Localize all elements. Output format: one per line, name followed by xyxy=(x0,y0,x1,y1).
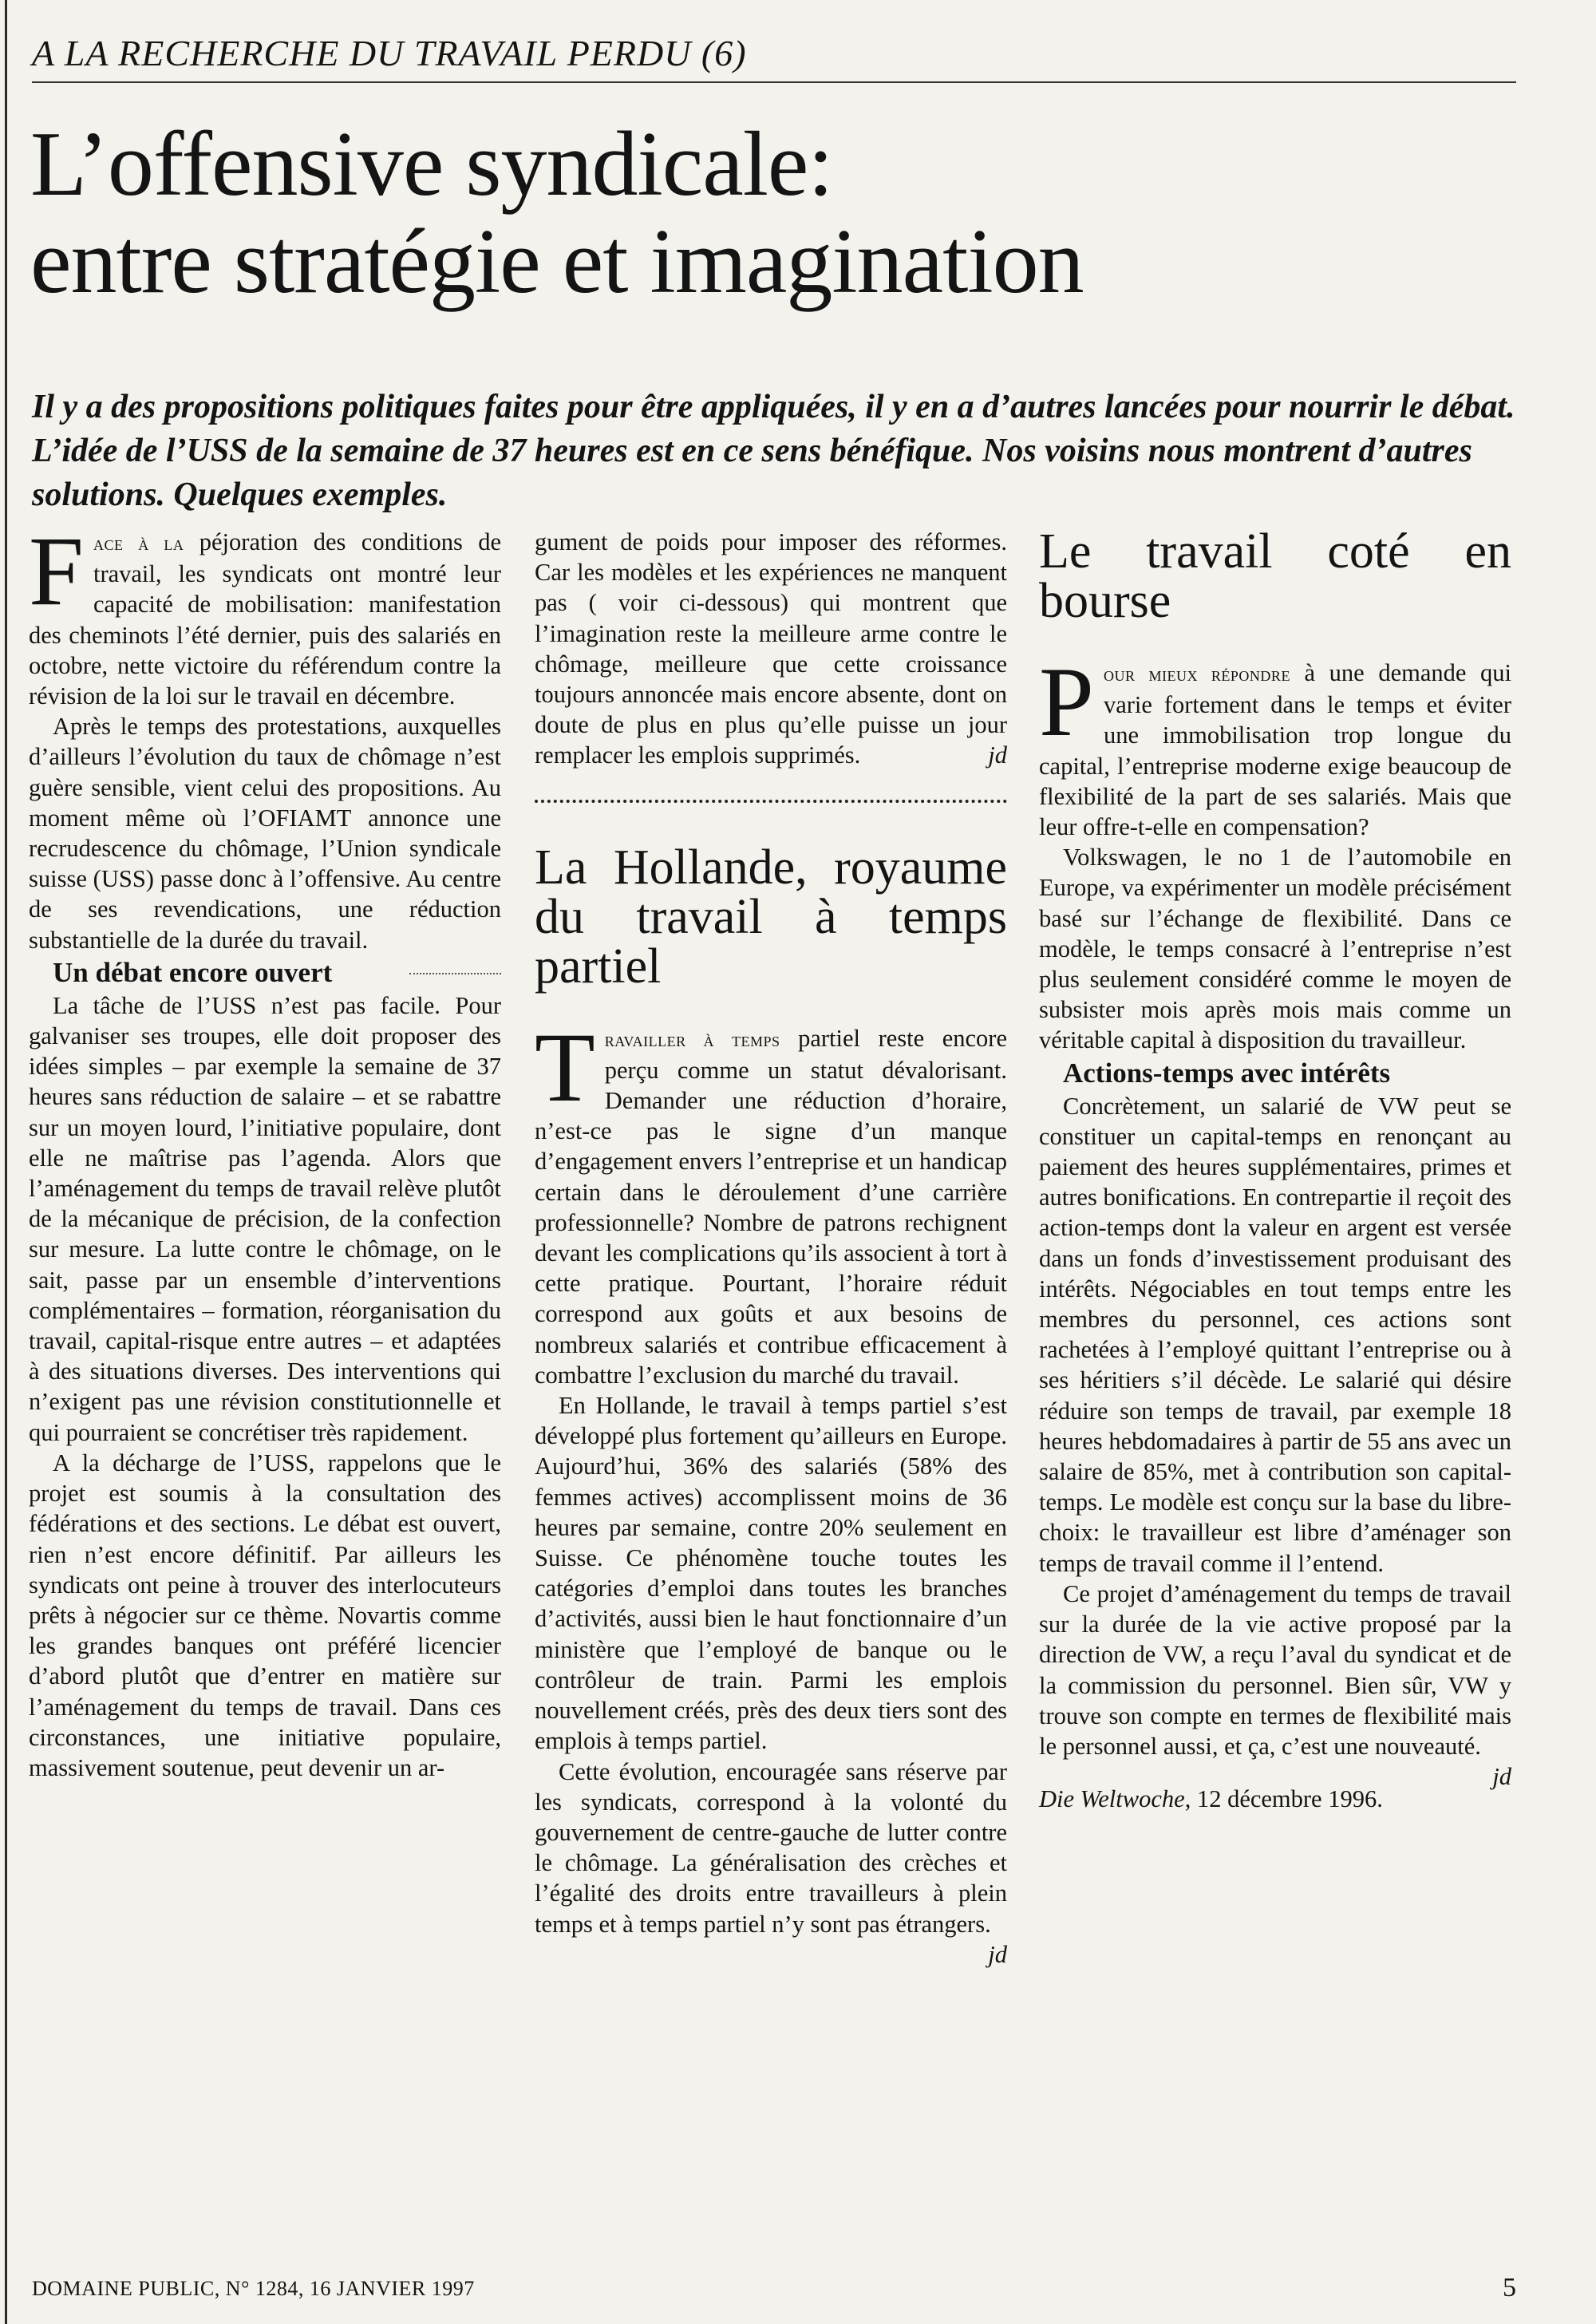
main-article-paragraph-1 xyxy=(29,516,501,711)
dotted-leader xyxy=(409,973,501,974)
headline-line-1: L’offensive syndicale: xyxy=(30,113,833,215)
subheading-text: Un débat encore ouvert xyxy=(53,956,333,988)
dropcap: P xyxy=(1039,647,1094,757)
section-divider xyxy=(535,800,1007,803)
source-publication: Die Weltwoche xyxy=(1039,1785,1185,1813)
dropcap: F xyxy=(29,516,84,626)
main-article-column-2 xyxy=(535,527,1007,1970)
header-rule xyxy=(32,81,1516,83)
bourse-paragraph-3: Concrètement, un salarié de VW peut se constituer un capital-temps en renonçant au paiement des heures supplémentaires, primes et autres bonifications. En contrepartie il reçoit des action-temps dont la valeur en argent est versée dans un fonds d’investissement produisant des intérêts. Négociables en tout temps entre les membres du personnel, ces actions sont rachetées à l’employé quittant l’entreprise ou à ses héritiers s’il décède. Le salarié qui désire réduire son temps de travail, par exemple 18 heures hebdomadaires à partir de 55 ans avec un salaire de 85%, met à contribution son capital-temps. Le modèle est conçu sur la base du libre-choix: le travailleur est libre d’aménager son temps de travail comme il l’entend. xyxy=(1039,1092,1511,1577)
main-article-column-1 xyxy=(29,516,501,1783)
hollande-paragraph-3 xyxy=(535,1757,1007,1968)
main-article-paragraph-3: La tâche de l’USS n’est pas facile. Pour galvaniser ses troupes, elle doit proposer des idées simples – par exemple la semaine de 37 heures sans réduction de salaire – et se rabattre sur un moyen lourd, l’initiative populaire, dont elle ne maîtrise pas l’agenda. Alors que l’aménagement du temps de travail relève plutôt de la mécanique de précision, de la confection sur mesure. La lutte contre le chômage, on le sait, passe par un ensemble d’interventions complémentaires – formation, réorganisation du travail, capital-risque entre autres – et adaptées à des situations diverses. Des interventions qui n’exigent pas une révision constitutionnelle et qui pourraient se concrétiser très rapidement. xyxy=(29,991,501,1446)
paragraph-text: gument de poids pour imposer des réformes. Car les modèles et les expériences ne manquent pas ( voir ci-dessous) qui montrent que l’imagination reste la meilleure arme contre le chômage, meilleure que cette croissance toujours annoncée mais encore absente, dont on doute de plus en plus qu’elle puisse un jour remplacer les emplois supprimés. xyxy=(535,528,1007,769)
dropcap: T xyxy=(535,1012,595,1122)
subheading xyxy=(29,955,501,990)
main-article-paragraph-2: Après le temps des protestations, auxquelles d’ailleurs l’évolution du taux de chômage n’est guère sensible, vient celui des propositions. Au moment même où l’OFIAMT annonce une recrudescence du chômage, l’Union syndicale suisse (USS) passe donc à l’offensive. Au centre de ses revendications, une réduction substantielle de la durée du travail. xyxy=(29,713,501,954)
hollande-paragraph-2: En Hollande, le travail à temps partiel s’est développé plus fortement qu’ailleurs en Europe. Aujourd’hui, 36% des salariés (58% des femmes actives) accomplissent moins de 36 heures par semaine, contre 20% seulement en Suisse. Ce phénomène touche toutes les catégories d’emploi dans toutes les branches d’activités, aussi bien le haut fonctionnaire d’un ministère que l’employé de banque ou le contrôleur de train. Parmi les emplois nouvellement créés, près des deux tiers sont des emplois à temps partiel. xyxy=(535,1392,1007,1755)
main-article-paragraph-5 xyxy=(535,527,1007,771)
subheading: Actions-temps avec intérêts xyxy=(1063,1057,1391,1089)
signature: jd xyxy=(1492,1763,1511,1791)
deck-intro: Il y a des propositions politiques faites pour être appliquées, il y en a d’autres lancées pour nourrir le débat. L’idée de l’USS de la semaine de 37 heures est en ce sens bénéfique. Nos voisins nous montrent d’autres solutions. Quelques exemples. xyxy=(32,389,1515,513)
bourse-title: Le travail coté en bourse xyxy=(1039,524,1511,628)
paragraph-text: Ce projet d’aménagement du temps de travail sur la durée de la vie active proposé par la direction de VW, a reçu l’aval du syndicat et de la commission du personnel. Bien sûr, VW y trouve son compte en termes de flexibilité mais le personnel aussi, et ça, c’est une nouveauté. xyxy=(1039,1579,1511,1760)
lead-in: ace à la xyxy=(93,532,184,555)
bourse-column xyxy=(1039,524,1511,1814)
hollande-title: La Hollande, royaume du travail à temps partiel xyxy=(535,840,1007,994)
main-article-paragraph-4: A la décharge de l’USS, rappelons que le projet est soumis à la consultation des fédérations et des sections. Le débat est ouvert, rien n’est encore définitif. Par ailleurs les syndicats ont peine à trouver des interlocuteurs prêts à négocier sur ce thème. Novartis comme les grandes banques ont préféré licencier d’abord plutôt que d’entrer en matière sur l’aménagement du temps de travail. Dans ces circonstances, une initiative populaire, massivement soutenue, peut devenir un ar- xyxy=(29,1449,501,1781)
hollande-paragraph-1 xyxy=(535,1012,1007,1390)
headline-line-2: entre stratégie et imagination xyxy=(30,211,1084,313)
page-number: 5 xyxy=(1503,2273,1516,2302)
headline xyxy=(30,113,1387,313)
source-citation xyxy=(1039,1784,1511,1814)
bourse-paragraph-4 xyxy=(1039,1579,1511,1791)
signature: jd xyxy=(988,741,1007,769)
lead-in: ravailler à temps xyxy=(604,1027,780,1051)
signature: jd xyxy=(988,1940,1007,1968)
paragraph-text: à une demande qui varie fortement dans le temps et éviter une immobilisation trop longue du capital, l’entreprise moderne exige beaucoup de flexibilité de la part de ses salariés. Mais que leur offre-t-elle en compensation? xyxy=(1039,659,1511,841)
source-date: , 12 décembre 1996. xyxy=(1184,1785,1383,1813)
left-margin-rule xyxy=(5,0,7,2324)
bourse-paragraph-1 xyxy=(1039,647,1511,842)
footer-publication: DOMAINE PUBLIC, N° 1284, 16 JANVIER 1997 xyxy=(32,2277,475,2300)
paragraph-text: péjoration des conditions de travail, les syndicats ont montré leur capacité de mobilisation: manifestation des cheminots l’été dernier, puis des salariés en octobre, nette victoire du référendum contre la révision de la loi sur le travail en décembre. xyxy=(29,528,501,710)
paragraph-text: partiel reste encore perçu comme un statut dévalorisant. Demander une réduction d’horaire, n’est-ce pas le signe d’un manque d’engagement envers l’entreprise et un handicap certain dans le déroulement d’une carrière professionnelle? Nombre de patrons rechignent devant les complications qu’ils associent à tort à cette pratique. Pourtant, l’horaire réduit correspond aux goûts et aux besoins de nombreux salariés et contribue efficacement à combattre l’exclusion du marché du travail. xyxy=(535,1024,1007,1389)
paragraph-text: Cette évolution, encouragée sans réserve par les syndicats, correspond à la volonté du gouvernement de centre-gauche de lutter contre le chômage. La généralisation des crèches et l’égalité des droits entre travailleurs à plein temps et à temps partiel n’y sont pas étrangers. xyxy=(535,1757,1007,1938)
bourse-paragraph-2: Volkswagen, le no 1 de l’automobile en Europe, va expérimenter un modèle précisément basé sur l’échange de flexibilité. Dans ce modèle, le temps consacré à l’entreprise n’est plus seulement considéré comme le moyen de subsister mois après mois mais comme un véritable capital à disposition du travailleur. xyxy=(1039,844,1511,1054)
series-kicker: A LA RECHERCHE DU TRAVAIL PERDU (6) xyxy=(32,33,747,73)
lead-in: our mieux répondre xyxy=(1103,662,1290,686)
